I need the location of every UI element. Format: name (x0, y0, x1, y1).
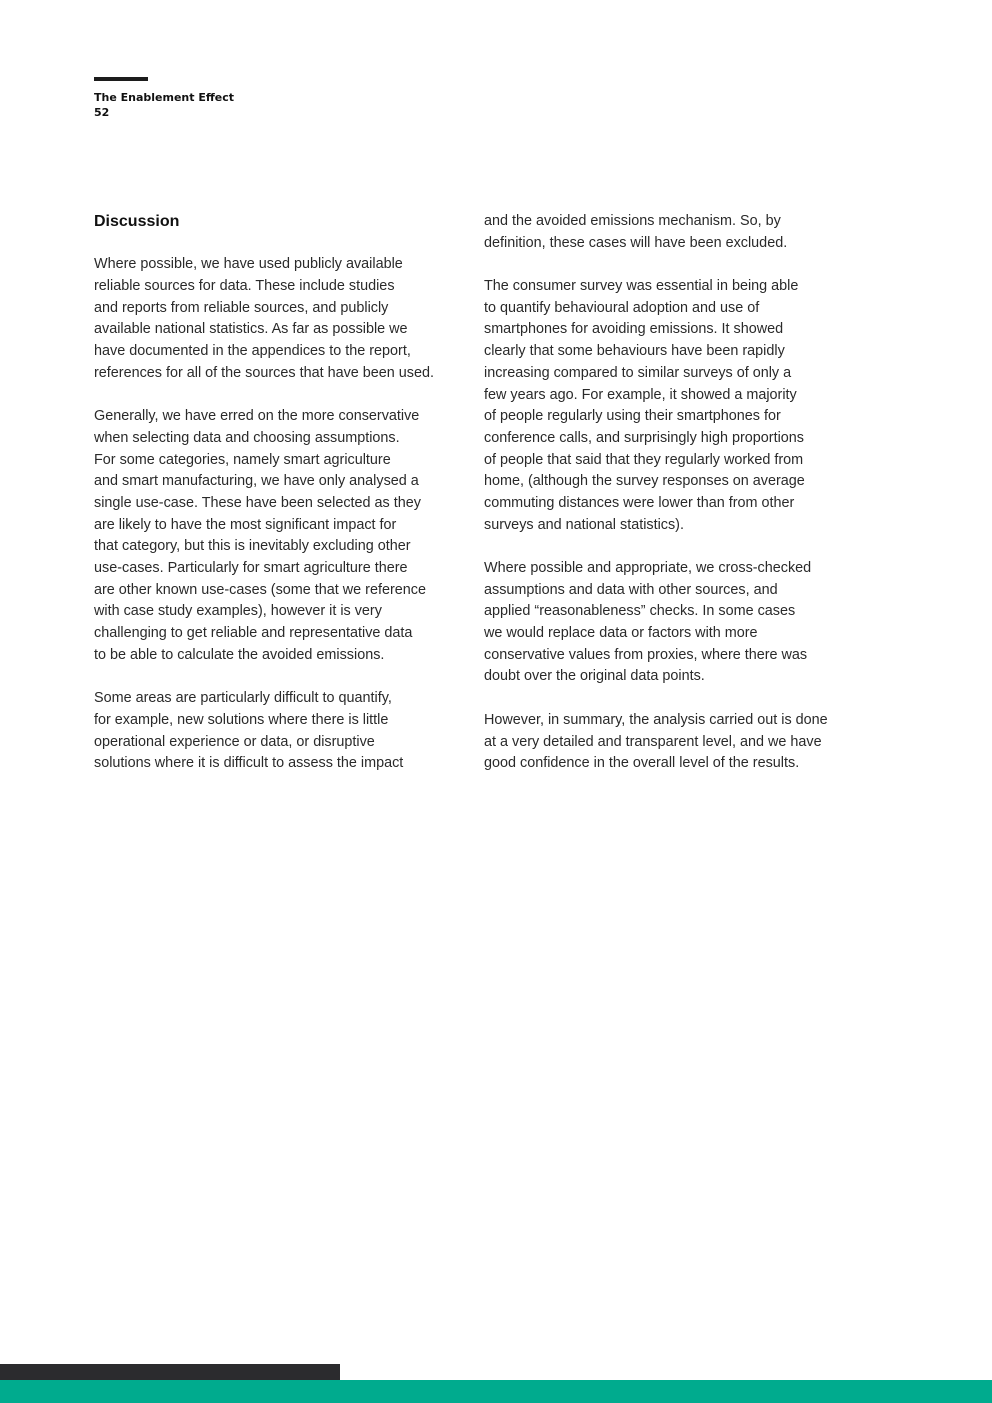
text-line: and the avoided emissions mechanism. So, by (484, 213, 781, 229)
text-line: increasing compared to similar surveys of only a (484, 364, 792, 381)
text-line: of people that said that they regularly worked from (484, 451, 804, 468)
text-line: and smart manufacturing, we have only analysed a (94, 473, 419, 490)
text-line: smartphones for avoiding emissions. It showed (484, 321, 784, 338)
text-line: that category, but this is inevitably excluding other (94, 538, 411, 555)
text-line: Where possible and appropriate, we cross-checked (484, 560, 812, 576)
text-line: surveys and national statistics). (484, 516, 684, 533)
text-line: good confidence in the overall level of the results. (484, 755, 800, 772)
paragraph (484, 211, 856, 254)
paragraph (484, 558, 856, 688)
text-line: assumptions and data with other sources, and (484, 581, 778, 598)
right-column (484, 211, 856, 797)
text-line: Some areas are particularly difficult to quantify, (94, 690, 392, 707)
text-line: when selecting data and choosing assumptions. (94, 429, 400, 446)
text-line: few years ago. For example, it showed a majority (484, 386, 797, 403)
left-paragraphs (94, 254, 464, 775)
text-line: clearly that some behaviours have been rapidly (484, 343, 785, 360)
header-rule (94, 77, 148, 81)
text-line: solutions where it is difficult to assess the impact (94, 755, 404, 772)
text-line: with case study examples), however it is very (94, 603, 382, 620)
text-line: Where possible, we have used publicly available (94, 256, 403, 273)
paragraph (94, 406, 464, 666)
text-line: are other known use-cases (some that we reference (94, 581, 426, 598)
text-line: use-cases. Particularly for smart agriculture there (94, 560, 408, 576)
document-title: The Enablement Effect (94, 91, 235, 104)
text-line: challenging to get reliable and representative data (94, 625, 413, 642)
text-line: conservative values from proxies, where there was (484, 646, 808, 663)
text-line: home, (although the survey responses on average (484, 473, 805, 490)
footer-green-bar (0, 1380, 992, 1403)
text-line: applied “reasonableness” checks. In some cases (484, 603, 796, 620)
paragraph (94, 254, 464, 384)
text-line: definition, these cases will have been excluded. (484, 234, 788, 251)
text-line: we would replace data or factors with more (484, 625, 758, 642)
heading-spacer (94, 233, 464, 255)
text-line: operational experience or data, or disruptive (94, 733, 375, 750)
text-line: reliable sources for data. These include studies (94, 278, 395, 295)
text-line: to quantify behavioural adoption and use of (484, 299, 760, 316)
text-line: have documented in the appendices to the report, (94, 343, 411, 360)
right-paragraphs (484, 211, 856, 775)
text-line: single use-case. These have been selected as they (94, 494, 421, 511)
text-line: references for all of the sources that have been used. (94, 364, 434, 381)
paragraph (484, 710, 856, 775)
text-line: conference calls, and surprisingly high proportions (484, 429, 804, 446)
text-line: of people regularly using their smartphones for (484, 408, 781, 425)
text-line: However, in summary, the analysis carried out is done (484, 711, 828, 728)
text-line: and reports from reliable sources, and publicly (94, 299, 389, 316)
text-line: The consumer survey was essential in being able (484, 278, 799, 295)
paragraph (94, 688, 464, 775)
text-line: Generally, we have erred on the more conservative (94, 408, 420, 425)
text-line: available national statistics. As far as possible we (94, 321, 408, 338)
text-line: to be able to calculate the avoided emissions. (94, 646, 385, 663)
paragraph (484, 276, 856, 536)
left-column (94, 211, 464, 797)
footer-dark-bar (0, 1364, 340, 1381)
page-number: 52 (94, 106, 110, 119)
text-line: For some categories, namely smart agriculture (94, 451, 391, 468)
text-line: commuting distances were lower than from other (484, 494, 795, 511)
text-line: are likely to have the most significant impact for (94, 516, 397, 533)
text-line: at a very detailed and transparent level, and we have (484, 733, 822, 750)
text-line: for example, new solutions where there is little (94, 711, 389, 728)
text-line: doubt over the original data points. (484, 668, 705, 685)
section-heading: Discussion (94, 213, 180, 230)
